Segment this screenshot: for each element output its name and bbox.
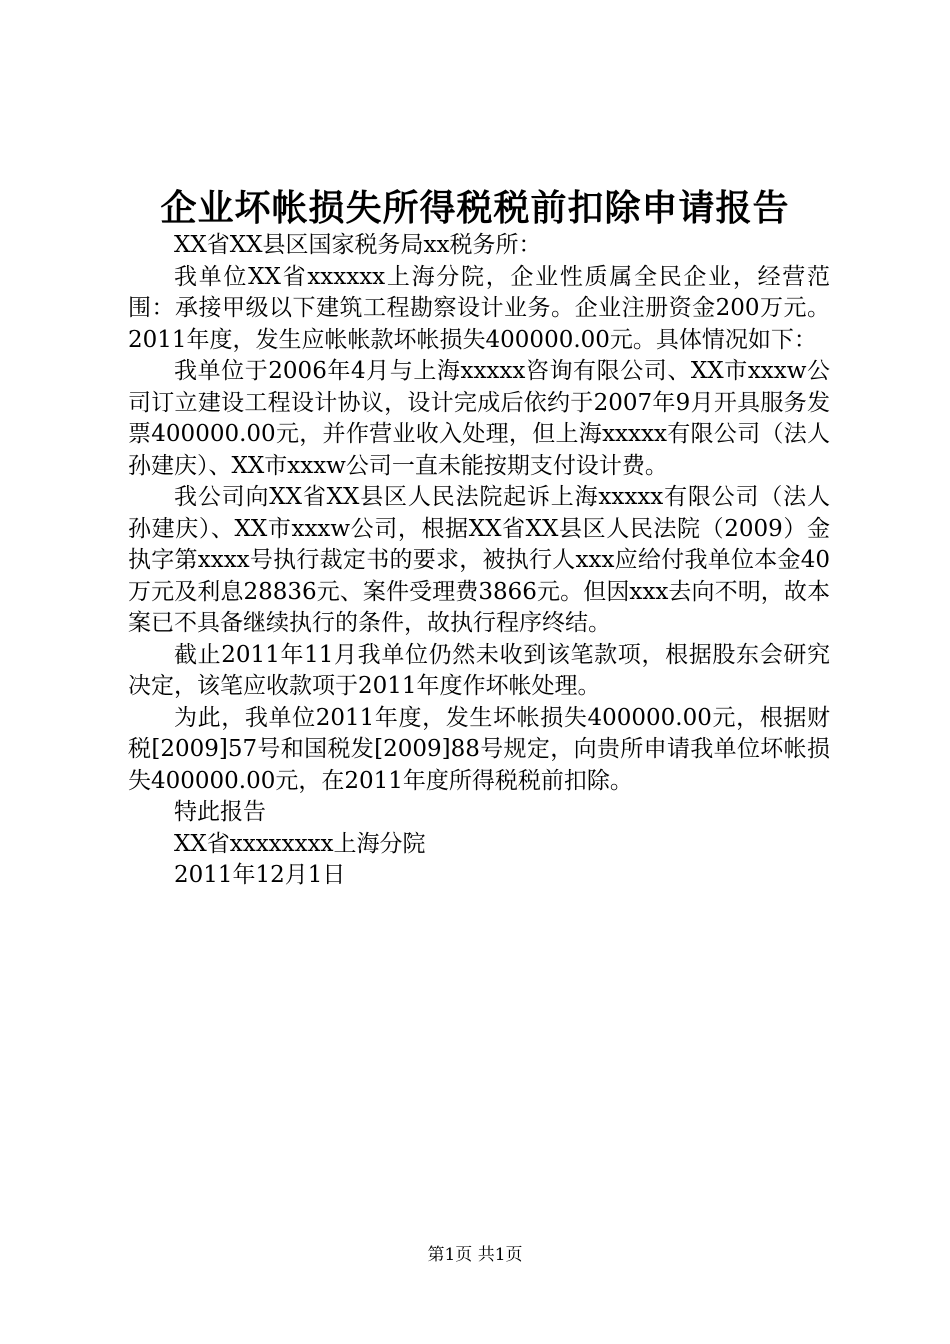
document-title: 企业坏帐损失所得税税前扣除申请报告 (160, 187, 790, 229)
paragraph-5: 为此，我单位2011年度，发生坏帐损失400000.00元，根据财税[2009]57号和国税发[2009]88号规定，向贵所申请我单位坏帐损失400000.00元，在2011年度所得税税前扣除。 (128, 704, 830, 794)
document-body (128, 230, 830, 892)
date-line: 2011年12月1日 (174, 862, 346, 888)
page-footer: 第1页 共1页 (427, 1245, 523, 1265)
paragraph-2: 我单位于2006年4月与上海xxxxx咨询有限公司、XX市xxxw公司订立建设工程设计协议，设计完成后依约于2007年9月开具服务发票400000.00元，并作营业收入处理，但上海xxxxx有限公司（法人孙建庆）、XX市xxxw公司一直未能按期支付设计费。 (128, 358, 830, 479)
paragraph-4: 截止2011年11月我单位仍然未收到该笔款项，根据股东会研究决定，该笔应收款项于2011年度作坏帐处理。 (128, 641, 830, 699)
paragraph-1: 我单位XX省xxxxxx上海分院，企业性质属全民企业，经营范围：承接甲级以下建筑工程勘察设计业务。企业注册资金200万元。2011年度，发生应帐帐款坏帐损失400000.00元。具体情况如下： (128, 263, 830, 353)
closing-line: 特此报告 (174, 799, 266, 825)
signature-line: XX省xxxxxxxx上海分院 (174, 830, 426, 857)
salutation: XX省XX县区国家税务局xx税务所： (174, 232, 542, 258)
paragraph-3: 我公司向XX省XX县区人民法院起诉上海xxxxx有限公司（法人孙建庆）、XX市xxxw公司，根据XX省XX县区人民法院（2009）金执字第xxxx号执行裁定书的要求，被执行人xxx应给付我单位本金40万元及利息28836元、案件受理费3866元。但因xxx去向不明，故本案已不具备继续执行的条件，故执行程序终结。 (128, 484, 830, 636)
